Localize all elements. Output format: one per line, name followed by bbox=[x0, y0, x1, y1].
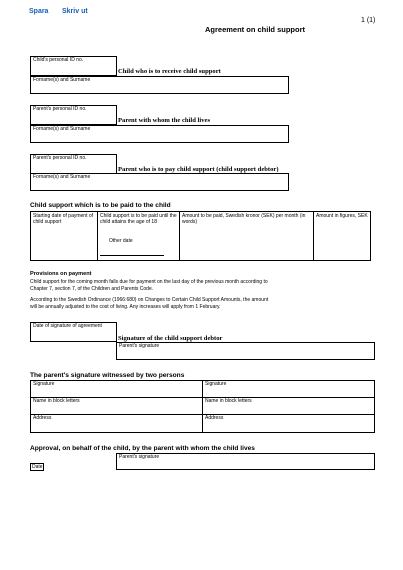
document-title: Agreement on child support bbox=[205, 25, 306, 34]
agreement-date-label: Date of signature of agreement bbox=[33, 323, 102, 329]
other-date-label: Other date bbox=[109, 238, 133, 244]
approval-date-label: Date bbox=[32, 464, 43, 470]
child-name-field[interactable] bbox=[30, 76, 289, 94]
amount-figures-label: Amount in figures, SEK bbox=[316, 213, 368, 219]
parent-lives-id-label: Parent's personal ID no. bbox=[33, 106, 87, 112]
witness1-address-field[interactable] bbox=[31, 415, 202, 432]
provisions-para-2: According to the Swedish Ordinance (1966:680) on Changes to Certain Child Support Amounts, the amount will be annually adjusted to the cost of living. Any increases will apply from 1 February. bbox=[30, 297, 269, 310]
debtor-signature-label: Parent's signature bbox=[119, 343, 160, 349]
support-table bbox=[30, 211, 371, 261]
provisions-para-1: Child support for the coming month falls due for payment on the last day of the previous month according to Chapter 7, section 7, of the Children and Parents Code. bbox=[30, 279, 268, 292]
start-date-field[interactable] bbox=[31, 212, 97, 260]
debtor-signature-field[interactable] bbox=[116, 342, 375, 360]
witness1-signature-label: Signature bbox=[33, 381, 55, 387]
start-date-label: Starting date of payment of child support bbox=[33, 213, 94, 225]
other-date-field[interactable] bbox=[98, 230, 178, 260]
witness2-address-field[interactable] bbox=[203, 415, 374, 432]
approval-heading: Approval, on behalf of the child, by the parent with whom the child lives bbox=[30, 445, 255, 452]
debtor-heading: Parent who is to pay child support (child support debtor) bbox=[118, 166, 279, 173]
parent-lives-id-field[interactable] bbox=[30, 105, 117, 125]
witness1-address-label: Address bbox=[33, 415, 52, 421]
agreement-date-field[interactable] bbox=[30, 322, 117, 342]
witness2-signature-label: Signature bbox=[205, 381, 227, 387]
witness2-name-field[interactable] bbox=[203, 398, 374, 414]
support-heading: Child support which is to be paid to the child bbox=[30, 202, 171, 209]
child-heading: Child who is to receive child support bbox=[118, 68, 221, 75]
witness2-signature-field[interactable] bbox=[203, 381, 374, 397]
parent-lives-heading: Parent with whom the child lives bbox=[118, 117, 211, 124]
approval-signature-label: Parent's signature bbox=[119, 454, 160, 460]
page-number: 1 (1) bbox=[361, 17, 376, 24]
witness1-name-label: Name in block letters bbox=[33, 398, 80, 404]
child-name-label: Forname(s) and Surname bbox=[33, 77, 91, 83]
debtor-name-field[interactable] bbox=[30, 173, 289, 191]
witness1-signature-field[interactable] bbox=[31, 381, 202, 397]
debtor-id-label: Parent's personal ID no. bbox=[33, 155, 87, 161]
until-18-label: Child support is to be paid until the child attains the age of 18 bbox=[100, 213, 177, 225]
approval-date-field[interactable] bbox=[30, 463, 44, 471]
child-id-label: Child's personal ID no. bbox=[33, 57, 84, 63]
debtor-name-label: Forname(s) and Surname bbox=[33, 174, 91, 180]
parent-lives-name-label: Forname(s) and Surname bbox=[33, 126, 91, 132]
debtor-id-field[interactable] bbox=[30, 154, 117, 174]
witness1-name-field[interactable] bbox=[31, 398, 202, 414]
parent-lives-name-field[interactable] bbox=[30, 125, 289, 143]
approval-signature-field[interactable] bbox=[116, 453, 375, 470]
amount-words-label: Amount to be paid, Swedish kronor (SEK) per month (in words) bbox=[182, 213, 306, 225]
amount-words-field[interactable] bbox=[180, 224, 312, 260]
provisions-heading: Provisions on payment bbox=[30, 271, 92, 277]
witness2-address-label: Address bbox=[205, 415, 224, 421]
save-link[interactable]: Spara bbox=[29, 8, 49, 15]
print-link[interactable]: Skriv ut bbox=[62, 8, 88, 15]
child-id-field[interactable] bbox=[30, 56, 117, 76]
witnesses-table bbox=[30, 380, 375, 433]
amount-figures-field[interactable] bbox=[314, 220, 370, 260]
debtor-signature-heading: Signature of the child support debtor bbox=[118, 335, 223, 342]
witness2-name-label: Name in block letters bbox=[205, 398, 252, 404]
witnesses-heading: The parent's signature witnessed by two persons bbox=[30, 372, 185, 379]
